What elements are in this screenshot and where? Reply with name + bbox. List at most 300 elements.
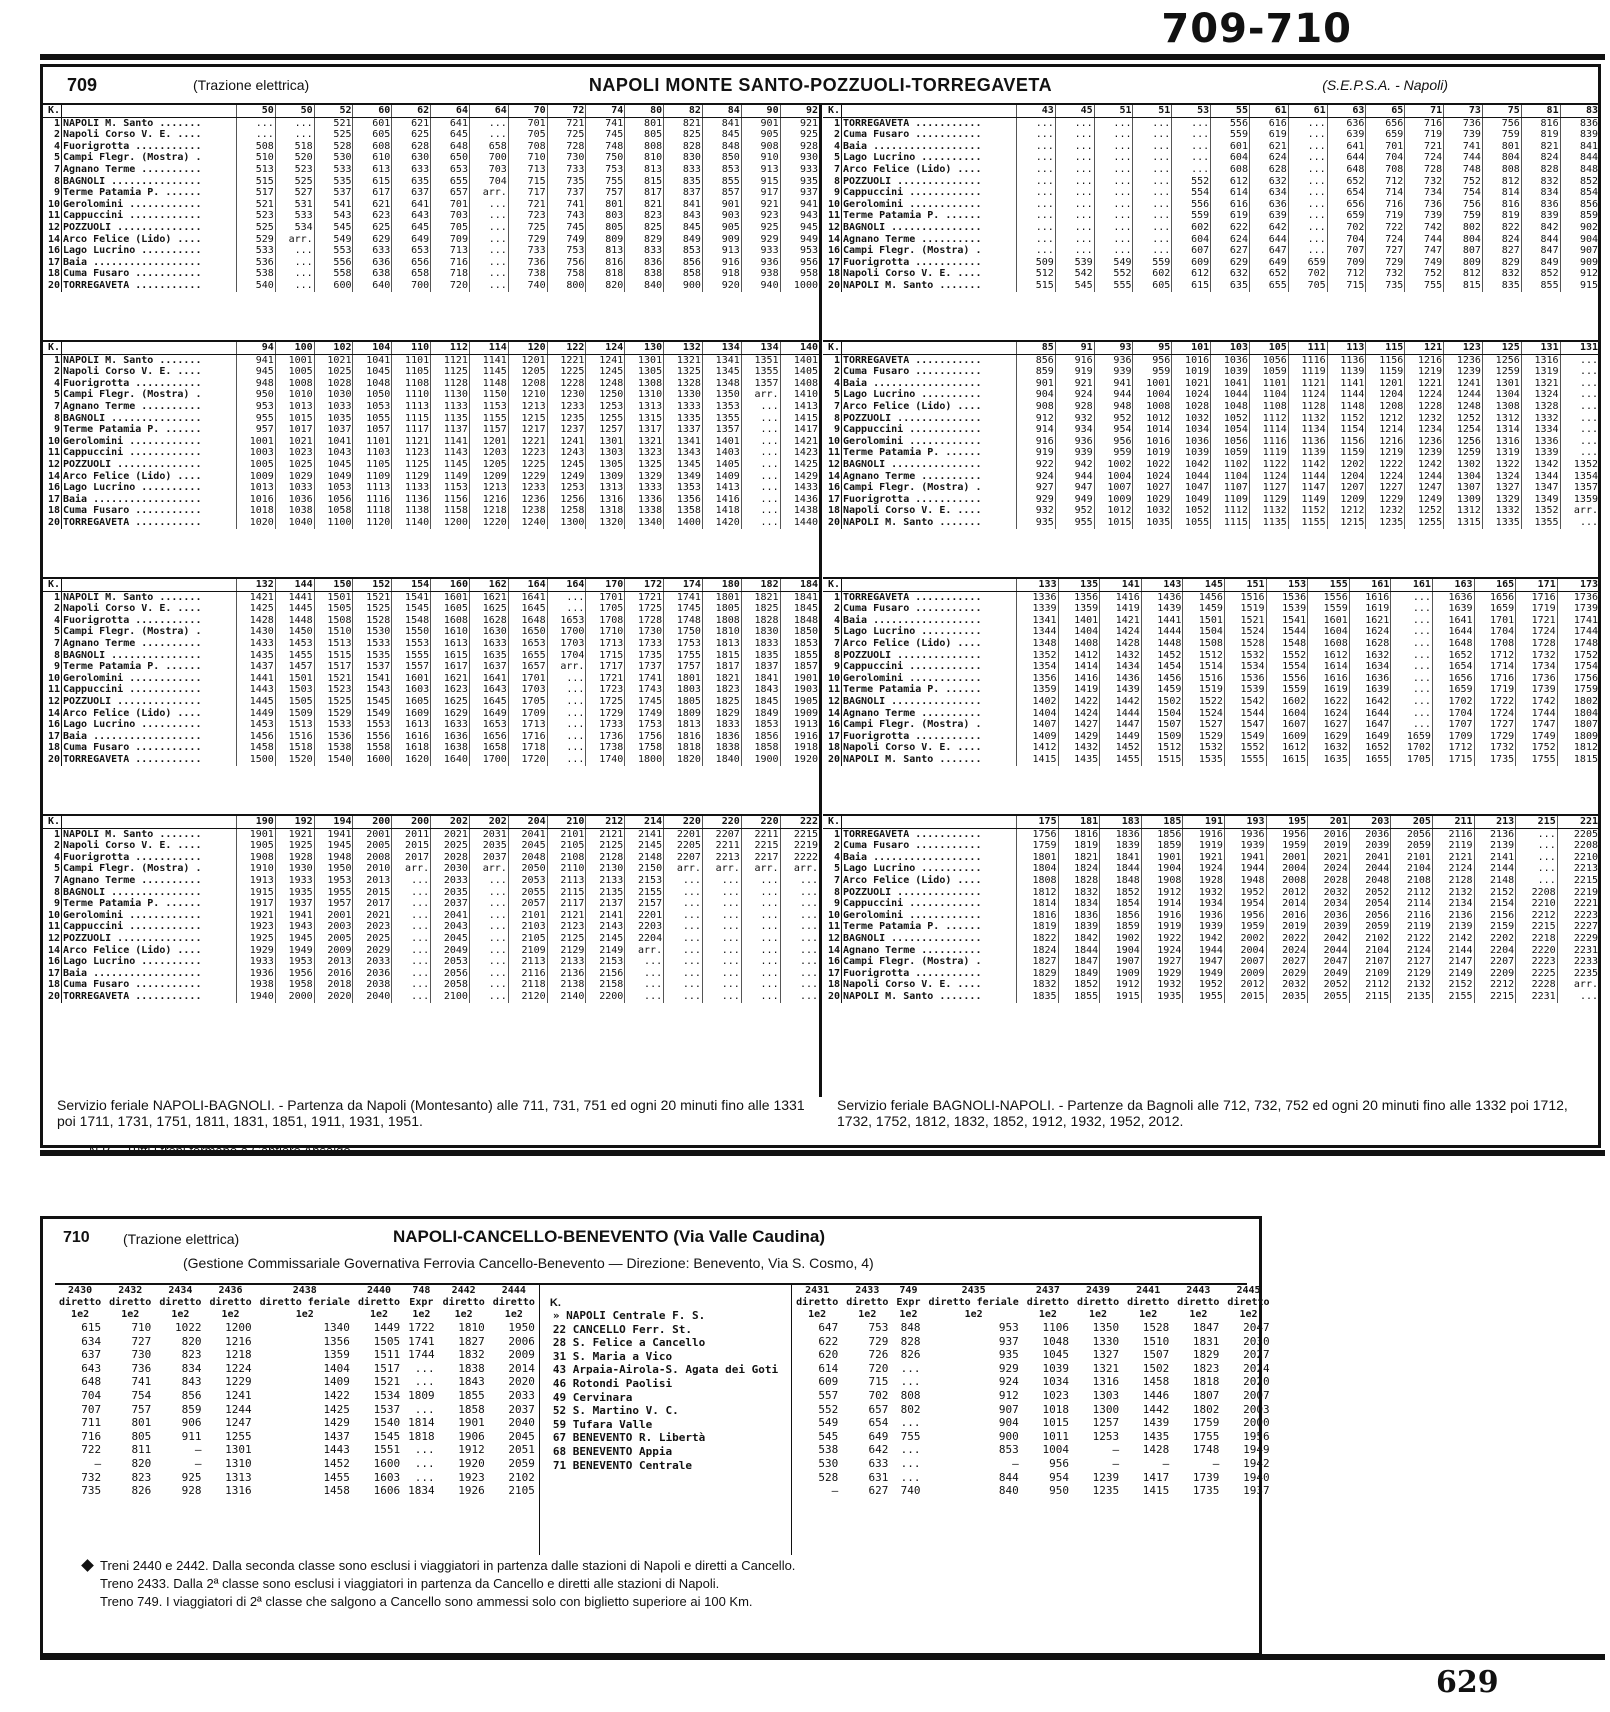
- time-cell: 1929: [237, 945, 276, 957]
- time-cell: 856: [1017, 354, 1056, 366]
- km-value: 18: [47, 268, 60, 280]
- time-cell: 621: [1249, 141, 1288, 153]
- table-row: [823, 129, 1599, 141]
- time-cell: 1415: [1017, 754, 1059, 766]
- time-cell: 1524: [1224, 626, 1266, 638]
- time-cell: 1510: [1142, 1334, 1170, 1348]
- time-cell: 1313: [225, 1470, 252, 1484]
- time-cell: 1335: [1482, 517, 1521, 529]
- km-value: 16: [827, 245, 840, 257]
- table-row: [43, 378, 819, 390]
- table-row: [43, 234, 819, 246]
- time-cell: 844: [998, 1470, 1019, 1484]
- time-cell: 1435: [237, 650, 276, 662]
- time-cell: 853: [702, 164, 741, 176]
- table-row: [43, 754, 819, 766]
- train-number: 2431: [805, 1285, 830, 1296]
- station-name: Lago Lucrino ..........: [842, 389, 1017, 401]
- train-type: diretto: [357, 1297, 401, 1308]
- train-number: 174: [664, 579, 703, 591]
- time-cell: 827: [1482, 245, 1521, 257]
- time-cell: 814: [1482, 187, 1521, 199]
- km-value: 9: [53, 187, 60, 199]
- station-name: Campi Flegr. (Mostra) .: [842, 482, 1017, 494]
- time-cell: 1521: [1224, 615, 1266, 627]
- time-cell: 1109: [353, 471, 392, 483]
- time-cell: 1020: [237, 517, 276, 529]
- km-value: 20: [827, 279, 840, 291]
- time-cell: 1810: [702, 626, 741, 638]
- time-cell: 1752: [1557, 650, 1599, 662]
- time-cell: 908: [1017, 401, 1056, 413]
- time-cell: 954: [1049, 1470, 1069, 1484]
- time-cell: 1845: [780, 603, 819, 615]
- time-cell: 655: [431, 176, 470, 188]
- time-cell: ...: [702, 910, 741, 922]
- time-cell: 704: [1327, 234, 1366, 246]
- time-cell: 834: [1521, 187, 1560, 199]
- time-cell: 1108: [392, 378, 431, 390]
- time-cell: 1041: [353, 354, 392, 366]
- km-value: 5: [53, 863, 60, 875]
- time-cell: 2132: [1391, 979, 1433, 991]
- time-cell: 1729: [586, 708, 625, 720]
- time-cell: 650: [431, 152, 470, 164]
- time-cell: —: [1112, 1443, 1120, 1457]
- time-cell: 1356: [664, 494, 703, 506]
- time-cell: 708: [508, 141, 547, 153]
- timetable-table: [43, 342, 819, 529]
- time-cell: 1244: [225, 1402, 252, 1416]
- time-cell: ...: [275, 245, 314, 257]
- km-value: 14: [47, 233, 60, 245]
- time-cell: 1414: [1058, 661, 1100, 673]
- time-cell: 759: [1482, 129, 1521, 141]
- time-cell: arr.: [547, 661, 586, 673]
- time-cell: 844: [1521, 234, 1560, 246]
- time-cell: 741: [1444, 141, 1483, 153]
- table-row: [823, 401, 1599, 413]
- time-cell: 1920: [458, 1456, 485, 1470]
- time-cell: 643: [392, 210, 431, 222]
- time-cell: ...: [469, 268, 508, 280]
- time-cell: 634: [1249, 187, 1288, 199]
- time-cell: 1725: [586, 696, 625, 708]
- time-cell: 916: [1055, 354, 1094, 366]
- time-cell: 1944: [1224, 863, 1266, 875]
- time-cell: ...: [469, 245, 508, 257]
- time-cell: 1121: [1288, 378, 1327, 390]
- time-cell: 1827: [458, 1334, 485, 1348]
- time-cell: 2207: [702, 828, 741, 840]
- km-value: 2: [53, 603, 60, 615]
- time-cell: ...: [1017, 152, 1056, 164]
- time-cell: 525: [237, 222, 276, 234]
- time-cell: 1538: [314, 742, 353, 754]
- time-cell: 1736: [1557, 591, 1599, 603]
- time-cell: 1733: [586, 719, 625, 731]
- train-number: 164: [547, 579, 586, 591]
- time-cell: 1305: [586, 459, 625, 471]
- time-cell: 739: [1444, 129, 1483, 141]
- time-cell: 1112: [1211, 505, 1250, 517]
- time-cell: 1713: [508, 719, 547, 731]
- time-cell: 756: [1444, 199, 1483, 211]
- time-cell: 1659: [1432, 684, 1474, 696]
- time-cell: 539: [1055, 257, 1094, 269]
- time-cell: ...: [664, 945, 703, 957]
- time-cell: 604: [1172, 234, 1211, 246]
- table-row: [823, 591, 1599, 603]
- table-row: [823, 494, 1599, 506]
- time-cell: 2103: [508, 921, 547, 933]
- station-name: Gerolomini ............: [842, 436, 1017, 448]
- station-name: Terme Patamia P. ......: [62, 898, 237, 910]
- time-cell: ...: [1094, 234, 1133, 246]
- time-cell: 1353: [702, 401, 741, 413]
- time-cell: 1753: [664, 638, 703, 650]
- time-cell: 1956: [1266, 828, 1308, 840]
- time-cell: 1012: [1094, 505, 1133, 517]
- train-class: 1e2: [964, 1309, 983, 1320]
- table-row: [43, 840, 819, 852]
- time-cell: 2022: [1266, 933, 1308, 945]
- time-cell: 1106: [1042, 1321, 1069, 1334]
- time-cell: 2136: [1432, 910, 1474, 922]
- time-cell: 1807: [1192, 1388, 1220, 1402]
- time-cell: 1635: [469, 650, 508, 662]
- time-cell: 1118: [353, 505, 392, 517]
- time-cell: 1008: [275, 378, 314, 390]
- table-row: [823, 968, 1599, 980]
- time-cell: ...: [1017, 234, 1056, 246]
- table-row: [823, 673, 1599, 685]
- km-value: 18: [827, 268, 840, 280]
- time-cell: ...: [741, 968, 780, 980]
- time-cell: 1925: [237, 933, 276, 945]
- km-value: 4: [833, 140, 840, 152]
- station-name: Napoli Corso V. E. ....: [842, 505, 1017, 517]
- time-cell: 808: [1482, 164, 1521, 176]
- km-value: 2: [833, 366, 840, 378]
- time-cell: 1108: [1249, 401, 1288, 413]
- time-cell: 1510: [314, 626, 353, 638]
- time-cell: 2040: [508, 1416, 535, 1430]
- time-cell: 1832: [1017, 979, 1059, 991]
- km-value: 18: [827, 505, 840, 517]
- time-cell: 845: [664, 222, 703, 234]
- station-name: Gerolomini ............: [842, 673, 1017, 685]
- table-row: [823, 898, 1599, 910]
- time-cell: 657: [431, 187, 470, 199]
- time-cell: 619: [1211, 210, 1250, 222]
- station-name: Napoli Corso V. E. ....: [62, 603, 237, 615]
- time-cell: 813: [586, 245, 625, 257]
- time-cell: 645: [392, 222, 431, 234]
- time-cell: 1953: [275, 956, 314, 968]
- time-cell: 1320: [586, 517, 625, 529]
- time-cell: 555: [1094, 280, 1133, 292]
- time-cell: 1141: [431, 436, 470, 448]
- train-number: 2439: [1085, 1285, 1111, 1296]
- time-cell: 1034: [1042, 1375, 1069, 1389]
- time-cell: 2033: [508, 1388, 535, 1402]
- table-row: [823, 684, 1599, 696]
- time-cell: ...: [1288, 187, 1327, 199]
- time-cell: 1053: [353, 401, 392, 413]
- time-cell: 1439: [1142, 1416, 1170, 1430]
- time-cell: 939: [1055, 447, 1094, 459]
- time-cell: 803: [586, 210, 625, 222]
- time-cell: ...: [664, 921, 703, 933]
- time-cell: 1601: [1308, 615, 1350, 627]
- train-number: 100: [275, 342, 314, 354]
- time-cell: 2140: [547, 991, 586, 1003]
- table-row: [823, 436, 1599, 448]
- time-cell: 1649: [469, 708, 508, 720]
- time-cell: 1327: [1092, 1348, 1120, 1362]
- time-cell: 2036: [1308, 910, 1350, 922]
- time-cell: 906: [181, 1416, 202, 1430]
- time-cell: 1703: [547, 638, 586, 650]
- time-cell: 1130: [431, 389, 470, 401]
- time-cell: 1540: [373, 1416, 401, 1430]
- time-cell: 1501: [314, 591, 353, 603]
- time-cell: 1836: [702, 731, 741, 743]
- time-cell: 1840: [702, 754, 741, 766]
- top-rule: [40, 54, 1605, 60]
- time-cell: 1449: [1100, 731, 1142, 743]
- time-cell: 1553: [353, 719, 392, 731]
- time-cell: 1421: [1100, 615, 1142, 627]
- time-cell: 1749: [625, 708, 664, 720]
- time-cell: 1622: [1308, 696, 1350, 708]
- time-cell: 1721: [625, 591, 664, 603]
- time-cell: 812: [1444, 268, 1483, 280]
- train-class-row: [792, 1309, 1274, 1321]
- timetable-709: [40, 64, 1601, 1148]
- time-cell: 1836: [1100, 828, 1142, 840]
- time-cell: 852: [1521, 268, 1560, 280]
- time-cell: 815: [1444, 280, 1483, 292]
- km-value: 10: [47, 435, 60, 447]
- time-cell: 1504: [1183, 626, 1225, 638]
- time-cell: 1301: [225, 1443, 252, 1457]
- time-cell: 1835: [1017, 991, 1059, 1003]
- time-cell: 1214: [1366, 424, 1405, 436]
- time-cell: 1136: [1327, 354, 1366, 366]
- time-cell: 2054: [1349, 898, 1391, 910]
- time-cell: 1518: [275, 742, 314, 754]
- time-cell: 1332: [1482, 505, 1521, 517]
- train-number: 183: [1100, 816, 1142, 828]
- time-cell: 1818: [1192, 1375, 1220, 1389]
- time-cell: 1824: [1017, 945, 1059, 957]
- table-row: [792, 1484, 1274, 1498]
- time-cell: 2141: [586, 910, 625, 922]
- time-cell: 538: [818, 1443, 839, 1457]
- time-cell: 641: [1327, 141, 1366, 153]
- time-cell: 612: [1211, 176, 1250, 188]
- time-cell: 758: [547, 268, 586, 280]
- time-cell: 1302: [1444, 459, 1483, 471]
- train-number: 141: [1100, 579, 1142, 591]
- time-cell: 748: [586, 141, 625, 153]
- time-cell: ...: [469, 887, 508, 899]
- km-value: 4: [833, 377, 840, 389]
- table-row: [43, 366, 819, 378]
- time-cell: ...: [392, 875, 431, 887]
- time-cell: 1614: [1308, 661, 1350, 673]
- time-cell: 601: [1211, 141, 1250, 153]
- time-cell: ...: [900, 1470, 921, 1484]
- time-cell: 655: [1249, 280, 1288, 292]
- operator-label: (S.E.P.S.A. - Napoli): [1322, 77, 1448, 93]
- time-cell: 1044: [1172, 471, 1211, 483]
- time-cell: ...: [900, 1456, 921, 1470]
- time-cell: 1348: [702, 378, 741, 390]
- table-row: [43, 141, 819, 153]
- time-cell: ...: [1391, 673, 1433, 685]
- time-cell: 1340: [323, 1321, 350, 1334]
- station-header: [842, 579, 1017, 591]
- time-cell: 727: [1366, 245, 1405, 257]
- km-value: 8: [833, 886, 840, 898]
- time-cell: 1857: [780, 661, 819, 673]
- time-cell: 2142: [1432, 933, 1474, 945]
- time-cell: 1500: [237, 754, 276, 766]
- time-cell: 2024: [1243, 1361, 1270, 1375]
- time-cell: 818: [586, 268, 625, 280]
- time-cell: 1223: [508, 447, 547, 459]
- time-cell: 1508: [1183, 638, 1225, 650]
- time-cell: 1856: [1141, 828, 1183, 840]
- time-cell: 1542: [1224, 696, 1266, 708]
- time-cell: 2208: [1557, 840, 1599, 852]
- time-cell: 1759: [1557, 684, 1599, 696]
- time-cell: 728: [547, 141, 586, 153]
- km-value: 20: [827, 753, 840, 765]
- station-name: POZZUOLI ..............: [842, 650, 1017, 662]
- time-cell: 1036: [275, 494, 314, 506]
- train-number: 205: [1391, 816, 1433, 828]
- time-cell: 1808: [1017, 875, 1059, 887]
- table-row: [43, 517, 819, 529]
- train-number: 220: [664, 816, 703, 828]
- timetable-block: [43, 579, 819, 816]
- time-cell: 614: [818, 1361, 839, 1375]
- time-cell: 1745: [664, 603, 703, 615]
- time-cell: 935: [780, 176, 819, 188]
- time-cell: 1449: [237, 708, 276, 720]
- time-cell: 1514: [1183, 661, 1225, 673]
- time-cell: 1439: [1100, 684, 1142, 696]
- time-cell: ...: [1055, 141, 1094, 153]
- train-number: 175: [1017, 816, 1059, 828]
- time-cell: 528: [818, 1470, 839, 1484]
- time-cell: 1536: [1224, 673, 1266, 685]
- time-cell: 1239: [1405, 447, 1444, 459]
- time-cell: 1521: [353, 591, 392, 603]
- km-value: 4: [53, 377, 60, 389]
- km-value: 20: [827, 990, 840, 1002]
- time-cell: 2112: [1391, 887, 1433, 899]
- time-cell: 1045: [353, 366, 392, 378]
- time-cell: 2202: [1474, 933, 1516, 945]
- train-class: 1e2: [858, 1309, 877, 1320]
- station-name: NAPOLI M. Santo .......: [62, 828, 237, 840]
- time-cell: 1456: [1183, 591, 1225, 603]
- time-cell: 936: [741, 257, 780, 269]
- time-cell: 815: [625, 176, 664, 188]
- time-cell: 924: [998, 1375, 1019, 1389]
- table-row: [43, 968, 819, 980]
- time-cell: ...: [1055, 129, 1094, 141]
- time-cell: 1352: [1521, 505, 1560, 517]
- time-cell: 1156: [1327, 436, 1366, 448]
- time-cell: 1527: [1183, 719, 1225, 731]
- table-row: [43, 731, 819, 743]
- time-cell: 923: [741, 210, 780, 222]
- time-cell: 757: [586, 187, 625, 199]
- time-cell: 720: [431, 280, 470, 292]
- time-cell: 1714: [1474, 661, 1516, 673]
- train-number: 55: [1211, 105, 1250, 117]
- time-cell: 907: [998, 1402, 1019, 1416]
- time-cell: 558: [314, 268, 353, 280]
- time-cell: 941: [1094, 378, 1133, 390]
- time-cell: 2113: [508, 956, 547, 968]
- time-cell: 1353: [664, 482, 703, 494]
- time-cell: 1816: [664, 731, 703, 743]
- time-cell: ...: [414, 1402, 435, 1416]
- timetable-table: [823, 579, 1599, 766]
- time-cell: 905: [741, 129, 780, 141]
- time-cell: arr.: [780, 863, 819, 875]
- time-cell: 1509: [1141, 731, 1183, 743]
- km-header: K.: [823, 816, 842, 828]
- timetable-table: [43, 816, 819, 1003]
- time-cell: 1301: [625, 354, 664, 366]
- time-cell: 633: [392, 164, 431, 176]
- time-cell: 1952: [1224, 887, 1266, 899]
- time-cell: 726: [868, 1348, 889, 1362]
- time-cell: 1252: [1405, 505, 1444, 517]
- time-cell: 2221: [1557, 898, 1599, 910]
- table-row: [55, 1484, 539, 1498]
- time-cell: 735: [1366, 280, 1405, 292]
- train-number-row: [43, 105, 819, 117]
- table-row: [43, 719, 819, 731]
- train-number: 220: [741, 816, 780, 828]
- km-value: 14: [47, 470, 60, 482]
- time-cell: 821: [1521, 141, 1560, 153]
- time-cell: 901: [741, 117, 780, 129]
- time-cell: 1230: [547, 389, 586, 401]
- time-cell: 1243: [547, 447, 586, 459]
- time-cell: 1413: [780, 401, 819, 413]
- diamond-icon: [81, 1559, 94, 1572]
- time-cell: ...: [1391, 719, 1433, 731]
- time-cell: 1121: [392, 436, 431, 448]
- time-cell: 711: [81, 1416, 102, 1430]
- time-cell: 1656: [469, 731, 508, 743]
- time-cell: 1253: [586, 401, 625, 413]
- time-cell: 624: [1211, 234, 1250, 246]
- time-cell: 1532: [1224, 650, 1266, 662]
- time-cell: 1313: [625, 401, 664, 413]
- train-number: 112: [431, 342, 470, 354]
